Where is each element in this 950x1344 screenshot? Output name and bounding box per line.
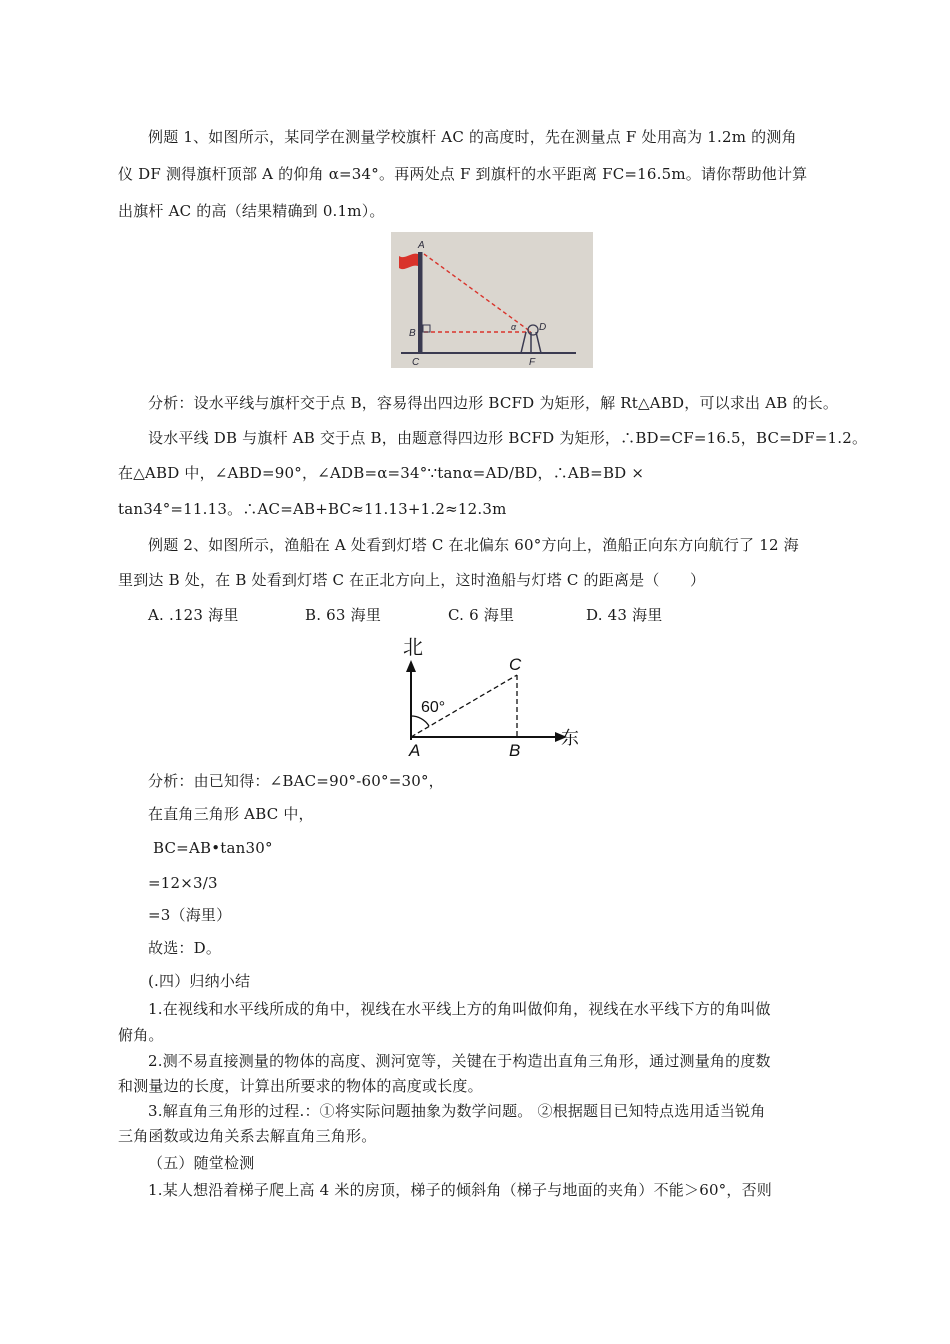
- summary-item2-b: 和测量边的长度，计算出所要求的物体的高度或长度。: [118, 1077, 483, 1095]
- label-B: B: [409, 328, 416, 339]
- analysis1-line1: 分析：设水平线与旗杆交于点 B，容易得出四边形 BCFD 为矩形，解 Rt△ABD，可以求出 AB 的长。: [148, 394, 839, 412]
- point-A: A: [409, 741, 421, 760]
- analysis2-line2: 在直角三角形 ABC 中，: [148, 805, 314, 823]
- label-D: D: [539, 322, 547, 333]
- summary-item3-a: 3.解直角三角形的过程.：①将实际问题抽象为数学问题。 ②根据题目已知特点选用适当锐角: [148, 1102, 766, 1120]
- point-C: C: [509, 655, 522, 674]
- label-A: A: [418, 240, 425, 251]
- label-C: C: [412, 357, 420, 368]
- summary-item2-a: 2.测不易直接测量的物体的高度、测河宽等，关键在于构造出直角三角形，通过测量角的度数: [148, 1052, 771, 1070]
- east-label: 东: [561, 728, 579, 748]
- analysis2-line6: 故选：D。: [148, 939, 222, 957]
- bearing-figure: [395, 630, 585, 762]
- example2-line1: 例题 2、如图所示，渔船在 A 处看到灯塔 C 在北偏东 60°方向上，渔船正向东方向航行了 12 海: [148, 536, 799, 554]
- point-B: B: [509, 741, 521, 760]
- test-heading: （五）随堂检测: [148, 1154, 255, 1172]
- summary-heading: (.四）归纳小结: [148, 972, 251, 990]
- option-c: C. 6 海里: [448, 606, 515, 624]
- north-label: 北: [403, 637, 423, 659]
- test-question1: 1.某人想沿着梯子爬上高 4 米的房顶，梯子的倾斜角（梯子与地面的夹角）不能＞60°，否则: [148, 1181, 772, 1199]
- flagpole-figure: [391, 232, 593, 368]
- analysis1-line3: 在△ABD 中，∠ABD=90°，∠ADB=α=34°∵tanα=AD/BD，∴AB=BD ×: [118, 464, 645, 482]
- north-arrow-icon: [406, 660, 416, 672]
- analysis2-line3: BC=AB•tan30°: [153, 839, 273, 857]
- analysis1-line4: tan34°=11.13。∴AC=AB+BC≈11.13+1.2≈12.3m: [118, 500, 507, 518]
- analysis2-line1: 分析：由已知得：∠BAC=90°-60°=30°，: [148, 772, 444, 790]
- analysis1-line2: 设水平线 DB 与旗杆 AB 交于点 B，由题意得四边形 BCFD 为矩形，∴BD=CF=16.5，BC=DF=1.2。: [148, 429, 868, 447]
- label-alpha: α: [511, 322, 517, 332]
- summary-item3-b: 三角函数或边角关系去解直角三角形。: [118, 1127, 377, 1145]
- example1-line2: 仪 DF 测得旗杆顶部 A 的仰角 α=34°。再两处点 F 到旗杆的水平距离 FC=16.5m。请你帮助他计算: [118, 165, 808, 183]
- summary-item1-b: 俯角。: [118, 1026, 164, 1044]
- label-F: F: [529, 357, 536, 368]
- example1-line3: 出旗杆 AC 的高（结果精确到 0.1m）。: [118, 202, 385, 220]
- summary-item1-a: 1.在视线和水平线所成的角中，视线在水平线上方的角叫做仰角，视线在水平线下方的角叫做: [148, 1000, 771, 1018]
- example1-line1: 例题 1、如图所示，某同学在测量学校旗杆 AC 的高度时，先在测量点 F 处用高为 1.2m 的测角: [148, 128, 797, 146]
- option-a: A. .123 海里: [148, 606, 239, 624]
- option-d: D. 43 海里: [586, 606, 663, 624]
- analysis2-line5: =3（海里）: [148, 906, 232, 924]
- option-b: B. 63 海里: [305, 606, 382, 624]
- example2-line2: 里到达 B 处，在 B 处看到灯塔 C 在正北方向上，这时渔船与灯塔 C 的距离是（ ）: [118, 571, 706, 589]
- angle-label: 60°: [421, 699, 446, 716]
- analysis2-line4: =12×3/3: [148, 874, 218, 892]
